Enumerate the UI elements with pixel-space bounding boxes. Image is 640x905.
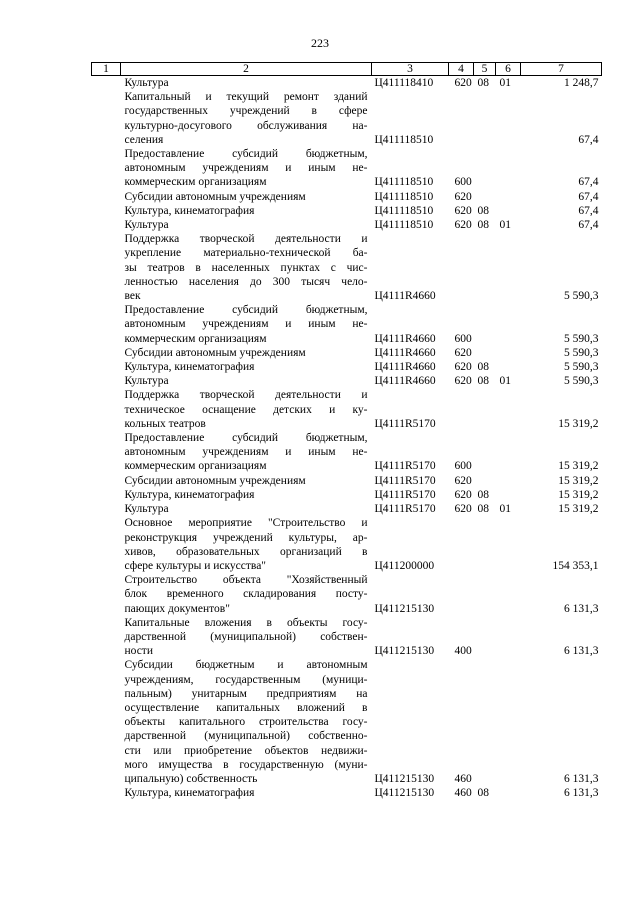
row-col5-cell (474, 388, 496, 431)
row-col6-cell (496, 786, 521, 800)
row-col5-cell (474, 147, 496, 190)
row-amount-cell: 67,4 (578, 219, 599, 232)
row-col5-cell (474, 573, 496, 616)
row-name-line: зы театров в населенных пунктах с чис- (124, 261, 368, 274)
row-name-line: Основное мероприятие "Строительство и (124, 517, 368, 530)
row-name-line: хивов, образовательных организаций в (124, 545, 368, 558)
row-col4-cell: 620 (454, 503, 472, 516)
row-col6-cell: 01 (499, 77, 511, 89)
row-col5-cell: 08 (477, 503, 489, 516)
row-col5-cell (474, 658, 496, 786)
row-name-line: Предоставление субсидий бюджетным, (124, 148, 368, 161)
row-col6-cell (496, 431, 521, 474)
row-code-cell: Ц4111R4660 (374, 361, 436, 374)
row-col4-cell (449, 232, 474, 303)
table-row (92, 502, 602, 516)
table-row (92, 516, 602, 573)
row-col6-cell (496, 204, 521, 218)
row-col5-cell (474, 232, 496, 303)
row-code-cell: Ц4111R4660 (374, 375, 436, 388)
row-code-cell: Ц411118410 (374, 77, 434, 89)
row-col4-cell: 620 (454, 488, 472, 501)
row-name-line: сти или приобретение объектов недвижи- (124, 744, 368, 757)
row-col4-cell (449, 90, 474, 147)
row-name-cell (121, 218, 372, 232)
row-col4-cell (449, 516, 474, 573)
row-index-cell (92, 303, 121, 346)
table-row (92, 147, 602, 190)
row-name-line: укрепление материально-технической ба- (124, 247, 368, 260)
row-index-cell (92, 786, 121, 800)
row-index-cell (92, 190, 121, 204)
row-index-cell (92, 431, 121, 474)
row-name-line: Культура, кинематография (124, 204, 255, 217)
column-header: 5 (474, 63, 496, 76)
row-amount-cell: 6 131,3 (564, 772, 599, 785)
row-col4-cell: 620 (454, 361, 472, 374)
row-name-cell (121, 360, 372, 374)
row-index-cell (92, 90, 121, 147)
row-name-cell (121, 474, 372, 488)
row-amount-cell: 154 353,1 (552, 559, 599, 572)
row-code-cell: Ц411118510 (374, 219, 434, 232)
row-col6-cell (496, 658, 521, 786)
row-col5-cell (474, 431, 496, 474)
row-col5-cell (474, 616, 496, 659)
table-row (92, 76, 602, 91)
row-code-cell: Ц411215130 (374, 645, 435, 658)
row-col4-cell: 600 (454, 176, 472, 189)
row-col6-cell (496, 516, 521, 573)
row-col5-cell: 08 (477, 77, 489, 89)
row-col6-cell: 01 (499, 375, 511, 388)
table-row (92, 374, 602, 388)
row-name-line: пающих документов" (124, 602, 230, 615)
page-number: 223 (311, 36, 329, 50)
row-amount-cell: 6 131,3 (564, 602, 599, 615)
row-amount-cell: 15 319,2 (558, 460, 599, 473)
budget-table (91, 62, 602, 800)
table-row (92, 786, 602, 800)
row-amount-cell: 5 590,3 (564, 346, 599, 359)
row-col6-cell (496, 616, 521, 659)
row-col5-cell: 08 (477, 787, 489, 800)
row-col4-cell: 620 (454, 77, 472, 89)
row-col5-cell: 08 (477, 488, 489, 501)
row-name-line: Культура (124, 375, 169, 388)
row-name-cell (121, 431, 372, 474)
row-name-line: коммерческим организациям (124, 460, 267, 473)
table-header-row (92, 63, 602, 76)
row-col4-cell: 400 (454, 645, 472, 658)
row-name-line: автономным учреждениям и иным не- (124, 162, 368, 175)
table-row (92, 388, 602, 431)
row-code-cell: Ц411118510 (374, 204, 434, 217)
row-amount-cell: 6 131,3 (564, 645, 599, 658)
table-row (92, 303, 602, 346)
table-row (92, 658, 602, 786)
row-amount-cell: 5 590,3 (564, 290, 599, 303)
row-name-line: техническое оснащение детских и ку- (124, 403, 368, 416)
row-col4-cell: 600 (454, 332, 472, 345)
row-col6-cell (496, 346, 521, 360)
row-name-line: Культура (124, 219, 169, 232)
row-name-line: Культура (124, 77, 169, 89)
row-code-cell: Ц4111R5170 (374, 503, 436, 516)
row-code-cell: Ц411118510 (374, 190, 434, 203)
row-name-line: Предоставление субсидий бюджетным, (124, 432, 368, 445)
row-amount-cell: 1 248,7 (564, 77, 599, 89)
row-name-line: Культура, кинематография (124, 488, 255, 501)
row-name-line: Субсидии бюджетным и автономным (124, 659, 368, 672)
row-code-cell: Ц4111R5170 (374, 488, 436, 501)
column-header: 2 (121, 63, 372, 76)
row-index-cell (92, 516, 121, 573)
table-row (92, 573, 602, 616)
row-code-cell: Ц4111R5170 (374, 417, 436, 430)
table-body (92, 76, 602, 801)
row-col6-cell (496, 232, 521, 303)
row-col5-cell (474, 474, 496, 488)
row-code-cell: Ц4111R4660 (374, 290, 436, 303)
row-amount-cell: 67,4 (578, 133, 599, 146)
row-col5-cell (474, 346, 496, 360)
row-code-cell: Ц4111R5170 (374, 460, 436, 473)
row-index-cell (92, 374, 121, 388)
row-col6-cell: 01 (499, 219, 511, 232)
row-index-cell (92, 474, 121, 488)
column-header: 4 (449, 63, 474, 76)
row-col4-cell: 620 (454, 219, 472, 232)
row-name-line: осуществление капитальных вложений в (124, 701, 368, 714)
column-header: 3 (372, 63, 449, 76)
row-col4-cell (449, 388, 474, 431)
row-col5-cell (474, 90, 496, 147)
row-name-line: мого имущества в государственную (муни- (124, 758, 368, 771)
row-col6-cell (496, 488, 521, 502)
table-row (92, 431, 602, 474)
row-col4-cell: 460 (454, 787, 472, 800)
row-name-line: Субсидии автономным учреждениям (124, 346, 306, 359)
table-row (92, 218, 602, 232)
row-col5-cell: 08 (477, 375, 489, 388)
row-col5-cell: 08 (477, 219, 489, 232)
row-col5-cell: 08 (477, 361, 489, 374)
row-name-line: ленностью населения до 300 тысяч чело- (124, 275, 368, 288)
row-name-line: Капитальный и текущий ремонт зданий (124, 91, 368, 104)
row-name-line: дарственной (муниципальной) собствен- (124, 630, 368, 643)
table-row (92, 474, 602, 488)
row-name-line: дарственной (муниципальной) собственно- (124, 730, 368, 743)
row-name-line: пальным) унитарным предприятиям на (124, 687, 368, 700)
table-row (92, 346, 602, 360)
row-name-line: селения (124, 133, 164, 146)
row-name-line: автономным учреждениям и иным не- (124, 446, 368, 459)
row-col4-cell: 620 (454, 375, 472, 388)
row-name-cell (121, 232, 372, 303)
row-name-line: культурно-досугового обслуживания на- (124, 119, 368, 132)
row-name-line: Предоставление субсидий бюджетным, (124, 304, 368, 317)
row-name-cell (121, 374, 372, 388)
row-name-line: Субсидии автономным учреждениям (124, 474, 306, 487)
row-col6-cell (496, 360, 521, 374)
row-name-cell (121, 502, 372, 516)
row-name-cell (121, 573, 372, 616)
table-row (92, 90, 602, 147)
row-name-cell (121, 488, 372, 502)
row-index-cell (92, 616, 121, 659)
row-amount-cell: 67,4 (578, 204, 599, 217)
row-index-cell (92, 388, 121, 431)
row-name-line: Поддержка творческой деятельности и (124, 233, 368, 246)
row-name-line: Поддержка творческой деятельности и (124, 389, 368, 402)
row-amount-cell: 67,4 (578, 176, 599, 189)
row-col4-cell: 620 (454, 474, 472, 487)
row-index-cell (92, 488, 121, 502)
row-index-cell (92, 658, 121, 786)
row-name-line: сфере культуры и искусства" (124, 559, 266, 572)
column-header: 7 (521, 63, 602, 76)
row-amount-cell: 15 319,2 (558, 417, 599, 430)
row-index-cell (92, 147, 121, 190)
row-name-cell (121, 204, 372, 218)
row-name-cell (121, 90, 372, 147)
row-index-cell (92, 502, 121, 516)
table-row (92, 204, 602, 218)
row-name-line: блок временного складирования посту- (124, 588, 368, 601)
row-col6-cell (496, 90, 521, 147)
row-name-line: автономным учреждениям и иным не- (124, 318, 368, 331)
row-col6-cell (496, 190, 521, 204)
row-name-cell (121, 616, 372, 659)
row-name-line: Культура, кинематография (124, 787, 255, 800)
row-col4-cell: 620 (454, 190, 472, 203)
row-col4-cell (449, 573, 474, 616)
row-name-line: Культура (124, 503, 169, 516)
table-row (92, 488, 602, 502)
row-col5-cell (474, 303, 496, 346)
row-col5-cell (474, 516, 496, 573)
row-name-cell (121, 658, 372, 786)
row-index-cell (92, 76, 121, 91)
row-amount-cell: 5 590,3 (564, 332, 599, 345)
row-col6-cell (496, 474, 521, 488)
row-name-cell (121, 76, 372, 91)
row-name-line: реконструкция учреждений культуры, ар- (124, 531, 368, 544)
row-name-line: Капитальные вложения в объекты госу- (124, 616, 368, 629)
row-col6-cell (496, 573, 521, 616)
row-col6-cell: 01 (499, 503, 511, 516)
row-index-cell (92, 204, 121, 218)
row-code-cell: Ц411215130 (374, 602, 435, 615)
row-code-cell: Ц411118510 (374, 133, 434, 146)
row-amount-cell: 5 590,3 (564, 361, 599, 374)
row-col5-cell (474, 190, 496, 204)
row-amount-cell: 5 590,3 (564, 375, 599, 388)
row-name-cell (121, 388, 372, 431)
row-name-line: коммерческим организациям (124, 332, 267, 345)
row-name-line: государственных учреждений в сфере (124, 105, 368, 118)
row-col4-cell: 620 (454, 204, 472, 217)
row-name-line: учреждениям, государственным (муници- (124, 673, 368, 686)
row-col5-cell: 08 (477, 204, 489, 217)
row-col6-cell (496, 147, 521, 190)
row-name-line: ципальную) собственность (124, 772, 258, 785)
row-code-cell: Ц411200000 (374, 559, 435, 572)
row-name-cell (121, 147, 372, 190)
row-name-cell (121, 190, 372, 204)
row-name-cell (121, 303, 372, 346)
row-code-cell: Ц411118510 (374, 176, 434, 189)
row-code-cell: Ц411215130 (374, 787, 435, 800)
row-col4-cell: 620 (454, 346, 472, 359)
row-name-cell (121, 346, 372, 360)
row-name-cell (121, 516, 372, 573)
row-name-line: Строительство объекта "Хозяйственный (124, 574, 368, 587)
row-name-line: коммерческим организациям (124, 176, 267, 189)
row-code-cell: Ц4111R4660 (374, 346, 436, 359)
row-index-cell (92, 573, 121, 616)
row-code-cell: Ц4111R4660 (374, 332, 436, 345)
row-amount-cell: 6 131,3 (564, 787, 599, 800)
row-amount-cell: 67,4 (578, 190, 599, 203)
table-row (92, 190, 602, 204)
row-index-cell (92, 218, 121, 232)
row-code-cell: Ц4111R5170 (374, 474, 436, 487)
row-name-line: Субсидии автономным учреждениям (124, 190, 306, 203)
row-amount-cell: 15 319,2 (558, 488, 599, 501)
row-name-line: век (124, 290, 141, 303)
column-header: 6 (496, 63, 521, 76)
row-name-cell (121, 786, 372, 800)
column-header: 1 (92, 63, 121, 76)
row-code-cell: Ц411215130 (374, 772, 435, 785)
row-index-cell (92, 360, 121, 374)
row-col6-cell (496, 388, 521, 431)
row-name-line: Культура, кинематография (124, 361, 255, 374)
row-amount-cell: 15 319,2 (558, 503, 599, 516)
row-col4-cell: 600 (454, 460, 472, 473)
row-col4-cell: 460 (454, 772, 472, 785)
row-index-cell (92, 232, 121, 303)
row-col6-cell (496, 303, 521, 346)
table-row (92, 232, 602, 303)
table-row (92, 360, 602, 374)
table-row (92, 616, 602, 659)
row-amount-cell: 15 319,2 (558, 474, 599, 487)
row-name-line: объекты капитального строительства госу- (124, 716, 368, 729)
row-name-line: ности (124, 645, 153, 658)
row-index-cell (92, 346, 121, 360)
row-name-line: кольных театров (124, 417, 206, 430)
